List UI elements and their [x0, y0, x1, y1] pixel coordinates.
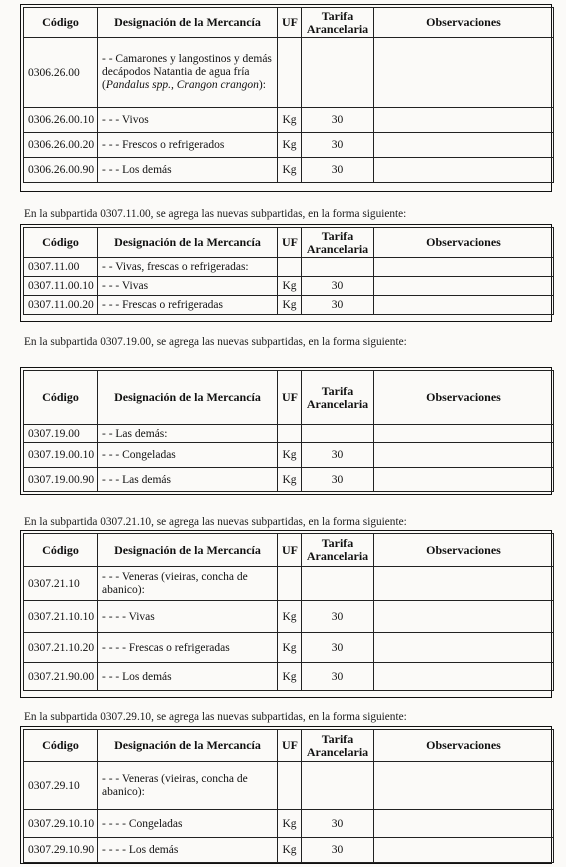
desc-italic: Pandalus spp., Crangon crangon	[105, 79, 259, 91]
table-row	[24, 425, 554, 443]
header-tariff: Tarifa Arancelaria	[302, 534, 374, 567]
row-observations	[374, 633, 554, 663]
row-designation: - - - Frescas o refrigeradas	[98, 296, 278, 315]
row-code: 0307.29.10.10	[24, 810, 98, 838]
header-observations: Observaciones	[374, 8, 554, 38]
row-designation: - - Vivas, frescas o refrigeradas:	[98, 258, 278, 277]
row-tariff	[302, 38, 374, 108]
row-designation	[98, 762, 278, 810]
row-code: 0307.29.10	[24, 762, 98, 810]
row-designation	[98, 567, 278, 601]
row-tariff: 30	[302, 601, 374, 633]
header-uf: UF	[278, 8, 302, 38]
row-observations	[374, 810, 554, 838]
row-designation: - - - - Los demás	[98, 838, 278, 863]
row-tariff: 30	[302, 108, 374, 133]
header-designation: Designación de la Mercancía	[98, 371, 278, 425]
row-code: 0307.11.00.20	[24, 296, 98, 315]
row-tariff: 30	[302, 296, 374, 315]
row-uf: Kg	[278, 468, 302, 492]
row-uf: Kg	[278, 133, 302, 158]
row-uf	[278, 762, 302, 810]
row-code: 0307.21.10.20	[24, 633, 98, 663]
header-code: Código	[24, 371, 98, 425]
table-row	[24, 838, 554, 863]
row-designation	[98, 38, 278, 108]
table-row	[24, 258, 554, 277]
header-uf: UF	[278, 228, 302, 258]
row-observations	[374, 468, 554, 492]
desc-main: - - - Veneras (vieiras, concha de abanico):	[102, 570, 248, 596]
header-designation: Designación de la Mercancía	[98, 534, 278, 567]
row-tariff	[302, 425, 374, 443]
row-code: 0307.21.10.10	[24, 601, 98, 633]
desc-main: - - Camarones y langostinos y demás decápodos Natantia de agua fría (	[102, 53, 272, 91]
row-uf: Kg	[278, 810, 302, 838]
header-observations: Observaciones	[374, 371, 554, 425]
header-code: Código	[24, 534, 98, 567]
row-observations	[374, 425, 554, 443]
row-observations	[374, 567, 554, 601]
header-code: Código	[24, 8, 98, 38]
header-tariff: Tarifa Arancelaria	[302, 730, 374, 762]
row-designation: - - - Frescos o refrigerados	[98, 133, 278, 158]
row-designation: - - - Congeladas	[98, 443, 278, 468]
row-designation: - - - - Frescas o refrigeradas	[98, 633, 278, 663]
row-tariff	[302, 762, 374, 810]
row-tariff: 30	[302, 158, 374, 183]
row-designation: - - - Los demás	[98, 158, 278, 183]
row-observations	[374, 133, 554, 158]
row-designation: - - - Los demás	[98, 663, 278, 691]
row-tariff	[302, 258, 374, 277]
table-row	[24, 158, 554, 183]
table-row	[24, 663, 554, 691]
header-uf: UF	[278, 730, 302, 762]
row-code: 0307.21.10	[24, 567, 98, 601]
section-intro: En la subpartida 0307.29.10, se agrega las nuevas subpartidas, en la forma siguiente:	[24, 711, 407, 723]
header-uf: UF	[278, 534, 302, 567]
row-designation: - - - - Congeladas	[98, 810, 278, 838]
header-uf: UF	[278, 371, 302, 425]
row-observations	[374, 762, 554, 810]
desc-end: ):	[258, 79, 266, 91]
row-uf	[278, 258, 302, 277]
table-row	[24, 277, 554, 296]
row-code: 0307.29.10.90	[24, 838, 98, 863]
header-tariff: Tarifa Arancelaria	[302, 228, 374, 258]
section-intro: En la subpartida 0307.19.00, se agrega las nuevas subpartidas, en la forma siguiente:	[24, 336, 407, 348]
row-uf: Kg	[278, 296, 302, 315]
table-row	[24, 296, 554, 315]
row-designation: - - - - Vivas	[98, 601, 278, 633]
row-code: 0307.21.90.00	[24, 663, 98, 691]
row-designation: - - - Vivos	[98, 108, 278, 133]
row-uf: Kg	[278, 443, 302, 468]
row-observations	[374, 277, 554, 296]
row-tariff	[302, 567, 374, 601]
row-uf	[278, 38, 302, 108]
section-intro: En la subpartida 0307.11.00, se agrega las nuevas subpartidas, en la forma siguiente:	[24, 208, 407, 220]
row-code: 0307.19.00.90	[24, 468, 98, 492]
table-row	[24, 468, 554, 492]
row-uf: Kg	[278, 663, 302, 691]
table-row	[24, 108, 554, 133]
tariff-table	[23, 533, 554, 691]
tariff-table	[23, 7, 554, 183]
header-designation: Designación de la Mercancía	[98, 228, 278, 258]
row-designation: - - Las demás:	[98, 425, 278, 443]
row-code: 0307.19.00.10	[24, 443, 98, 468]
header-code: Código	[24, 228, 98, 258]
row-uf: Kg	[278, 633, 302, 663]
row-tariff: 30	[302, 277, 374, 296]
row-code: 0307.11.00.10	[24, 277, 98, 296]
header-tariff: Tarifa Arancelaria	[302, 8, 374, 38]
row-uf: Kg	[278, 838, 302, 863]
row-tariff: 30	[302, 663, 374, 691]
row-code: 0306.26.00.10	[24, 108, 98, 133]
row-code: 0307.11.00	[24, 258, 98, 277]
table-row	[24, 601, 554, 633]
tariff-table	[23, 227, 554, 315]
row-observations	[374, 838, 554, 863]
row-observations	[374, 108, 554, 133]
table-row	[24, 38, 554, 108]
row-tariff: 30	[302, 443, 374, 468]
row-uf: Kg	[278, 108, 302, 133]
row-observations	[374, 663, 554, 691]
table-row	[24, 762, 554, 810]
header-observations: Observaciones	[374, 730, 554, 762]
row-observations	[374, 158, 554, 183]
table-row	[24, 810, 554, 838]
row-uf: Kg	[278, 601, 302, 633]
section-intro: En la subpartida 0307.21.10, se agrega las nuevas subpartidas, en la forma siguiente:	[24, 516, 407, 528]
header-designation: Designación de la Mercancía	[98, 8, 278, 38]
row-observations	[374, 258, 554, 277]
row-tariff: 30	[302, 468, 374, 492]
table-row	[24, 633, 554, 663]
row-designation: - - - Vivas	[98, 277, 278, 296]
row-designation: - - - Las demás	[98, 468, 278, 492]
row-observations	[374, 443, 554, 468]
row-tariff: 30	[302, 633, 374, 663]
tariff-table	[23, 729, 554, 863]
row-observations	[374, 601, 554, 633]
row-code: 0307.19.00	[24, 425, 98, 443]
table-row	[24, 133, 554, 158]
table-row	[24, 443, 554, 468]
header-tariff: Tarifa Arancelaria	[302, 371, 374, 425]
row-tariff: 30	[302, 838, 374, 863]
row-uf: Kg	[278, 277, 302, 296]
desc-main: - - - Veneras (vieiras, concha de abanico):	[102, 772, 248, 798]
row-uf: Kg	[278, 158, 302, 183]
header-code: Código	[24, 730, 98, 762]
row-uf	[278, 425, 302, 443]
row-tariff: 30	[302, 810, 374, 838]
row-code: 0306.26.00.90	[24, 158, 98, 183]
table-row	[24, 567, 554, 601]
tariff-table	[23, 370, 554, 492]
row-code: 0306.26.00.20	[24, 133, 98, 158]
row-tariff: 30	[302, 133, 374, 158]
header-observations: Observaciones	[374, 228, 554, 258]
row-uf	[278, 567, 302, 601]
header-designation: Designación de la Mercancía	[98, 730, 278, 762]
row-observations	[374, 296, 554, 315]
row-code: 0306.26.00	[24, 38, 98, 108]
row-observations	[374, 38, 554, 108]
header-observations: Observaciones	[374, 534, 554, 567]
